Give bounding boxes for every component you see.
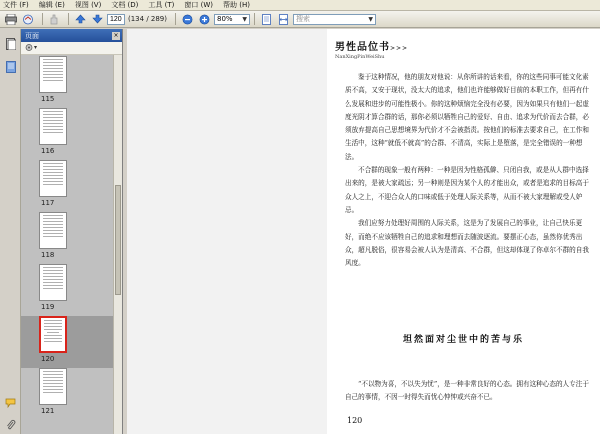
email-icon[interactable] — [21, 13, 35, 26]
pages-panel — [21, 29, 123, 434]
body-text — [345, 71, 589, 270]
thumbnail-scrollbar[interactable] — [113, 55, 122, 434]
page-thumbnail[interactable] — [21, 316, 113, 368]
thumbnail-page-image — [39, 108, 67, 145]
attachment-icon[interactable] — [3, 417, 18, 432]
pages-panel-header — [21, 29, 122, 42]
toolbar-separator — [254, 13, 255, 25]
paragraph: 不合群的现象一般有两种：一种是因为性格孤僻、只闭自我，或是从人群中选择出来的，是被大家疏远；另一种则是因为某个人的才能出众，或者是追求的目标高于众人之上，不迎合众人的口味或低于处理人际关系等，从而不被大家理解或受人妒忌。 — [345, 166, 589, 214]
thumbnail-page-image — [39, 212, 67, 249]
paragraph: 我们应努力处理好周围的人际关系，这是为了发展自己的事业，让自己快乐更好，而绝不应该牺牲自己的追求和理想而去随波逐流。要摆正心态，虽然你优秀出众，超凡脱俗，很容易会被人认为是清高、不合群，但这却体现了你卓尔不群的自我风度。 — [345, 219, 589, 268]
paragraph: 鉴于这种情况，他的朋友对他说：从你所讲的话来看，你的这些同事可能文化素质不高，又安于现状，没太大的追求，他们也许能够做好目前的本职工作，但再有什么发展和进步的可能性极小。你的这种烦恼完全没有必要，因为如果只有他们一起虚度光阴才算合群的话，那你必须以牺牲自己的爱好、自由、追求为代价而去合群，必须放弃提高自己思想境界为代价才不会被指责。按他们的标准去要求自己，在工作和生活中，这种“就低不就高”的合群、不清高，实际上是堕落，是完全错误的一种想法。 — [345, 73, 589, 161]
page-thumbnail[interactable] — [21, 212, 113, 264]
previous-page-icon[interactable] — [73, 13, 87, 26]
thumbnail-label: 115 — [41, 95, 55, 103]
logo-title: 男性品位书>>> — [335, 42, 409, 53]
options-icon[interactable] — [25, 43, 39, 54]
hand-tool-icon[interactable] — [47, 13, 61, 26]
page-thumbnail[interactable] — [21, 108, 113, 160]
print-icon[interactable] — [4, 13, 18, 26]
page-number: 120 — [347, 416, 363, 425]
zoom-out-icon[interactable] — [180, 13, 194, 26]
next-page-icon[interactable] — [90, 13, 104, 26]
thumbnail-page-image — [39, 316, 67, 353]
toolbar-separator — [175, 13, 176, 25]
toolbar-separator — [68, 13, 69, 25]
fit-page-icon[interactable] — [259, 13, 273, 26]
fit-width-icon[interactable] — [276, 13, 290, 26]
close-icon[interactable]: × — [113, 31, 119, 39]
comments-tab-icon[interactable] — [3, 395, 18, 410]
zoom-select[interactable] — [214, 14, 250, 25]
menu-help[interactable]: 帮助 (H) — [222, 1, 250, 9]
toolbar — [0, 11, 600, 28]
page-thumbnail[interactable] — [21, 160, 113, 212]
thumbnail-label: 121 — [41, 407, 55, 415]
menu-file[interactable]: 文件 (F) — [3, 1, 29, 9]
zoom-value: 80% — [217, 14, 233, 23]
previous-page-area — [127, 29, 327, 434]
body-text-continued — [345, 378, 589, 405]
menu-document[interactable]: 文档 (D) — [111, 1, 139, 9]
menu-view[interactable]: 视图 (V) — [74, 1, 102, 9]
pages-panel-options — [21, 42, 122, 55]
menu-bar — [0, 0, 600, 11]
menu-edit[interactable]: 编辑 (E) — [38, 1, 65, 9]
search-placeholder: 搜索 — [296, 14, 310, 23]
bookmarks-tab-icon[interactable] — [3, 59, 18, 74]
thumbnail-label: 119 — [41, 303, 55, 311]
section-heading: 坦然面对尘世中的苦与乐 — [402, 335, 524, 345]
search-field[interactable] — [293, 14, 376, 25]
thumbnail-label: 120 — [41, 355, 55, 363]
thumbnail-list — [21, 55, 113, 434]
book-logo — [335, 38, 408, 60]
menu-tools[interactable]: 工具 (T) — [148, 1, 175, 9]
thumbnail-page-image — [39, 160, 67, 197]
page-thumbnail[interactable] — [21, 264, 113, 316]
thumbnail-page-image — [39, 264, 67, 301]
thumbnail-page-image — [39, 56, 67, 93]
thumbnail-label: 116 — [41, 147, 55, 155]
thumbnail-label: 117 — [41, 199, 55, 207]
page-thumbnail[interactable] — [21, 56, 113, 108]
zoom-in-icon[interactable] — [197, 13, 211, 26]
document-page — [327, 29, 600, 434]
document-view — [127, 29, 600, 434]
pages-tab-icon[interactable] — [3, 36, 18, 51]
pages-panel-title: 页面 — [25, 31, 39, 40]
chevron-down-icon: ▼ — [242, 15, 247, 23]
scrollbar-thumb[interactable] — [115, 185, 121, 295]
page-thumbnail[interactable] — [21, 368, 113, 420]
toolbar-separator — [42, 13, 43, 25]
menu-window[interactable]: 窗口 (W) — [184, 1, 213, 9]
chevron-down-icon: ▼ — [368, 15, 373, 23]
page-number-input[interactable] — [107, 14, 125, 25]
paragraph: “不以物为喜，不以失为忧”，是一种非常良好的心态。拥有这种心态的人专注于自己的事情，不因一时得失而忧心忡忡或兴奋不已。 — [345, 380, 589, 402]
thumbnail-label: 118 — [41, 251, 55, 259]
navigation-tabs — [0, 29, 21, 434]
logo-subtitle: NanXingPinWeiShu — [335, 54, 385, 60]
page-count: (134 / 289) — [128, 15, 167, 23]
thumbnail-page-image — [39, 368, 67, 405]
